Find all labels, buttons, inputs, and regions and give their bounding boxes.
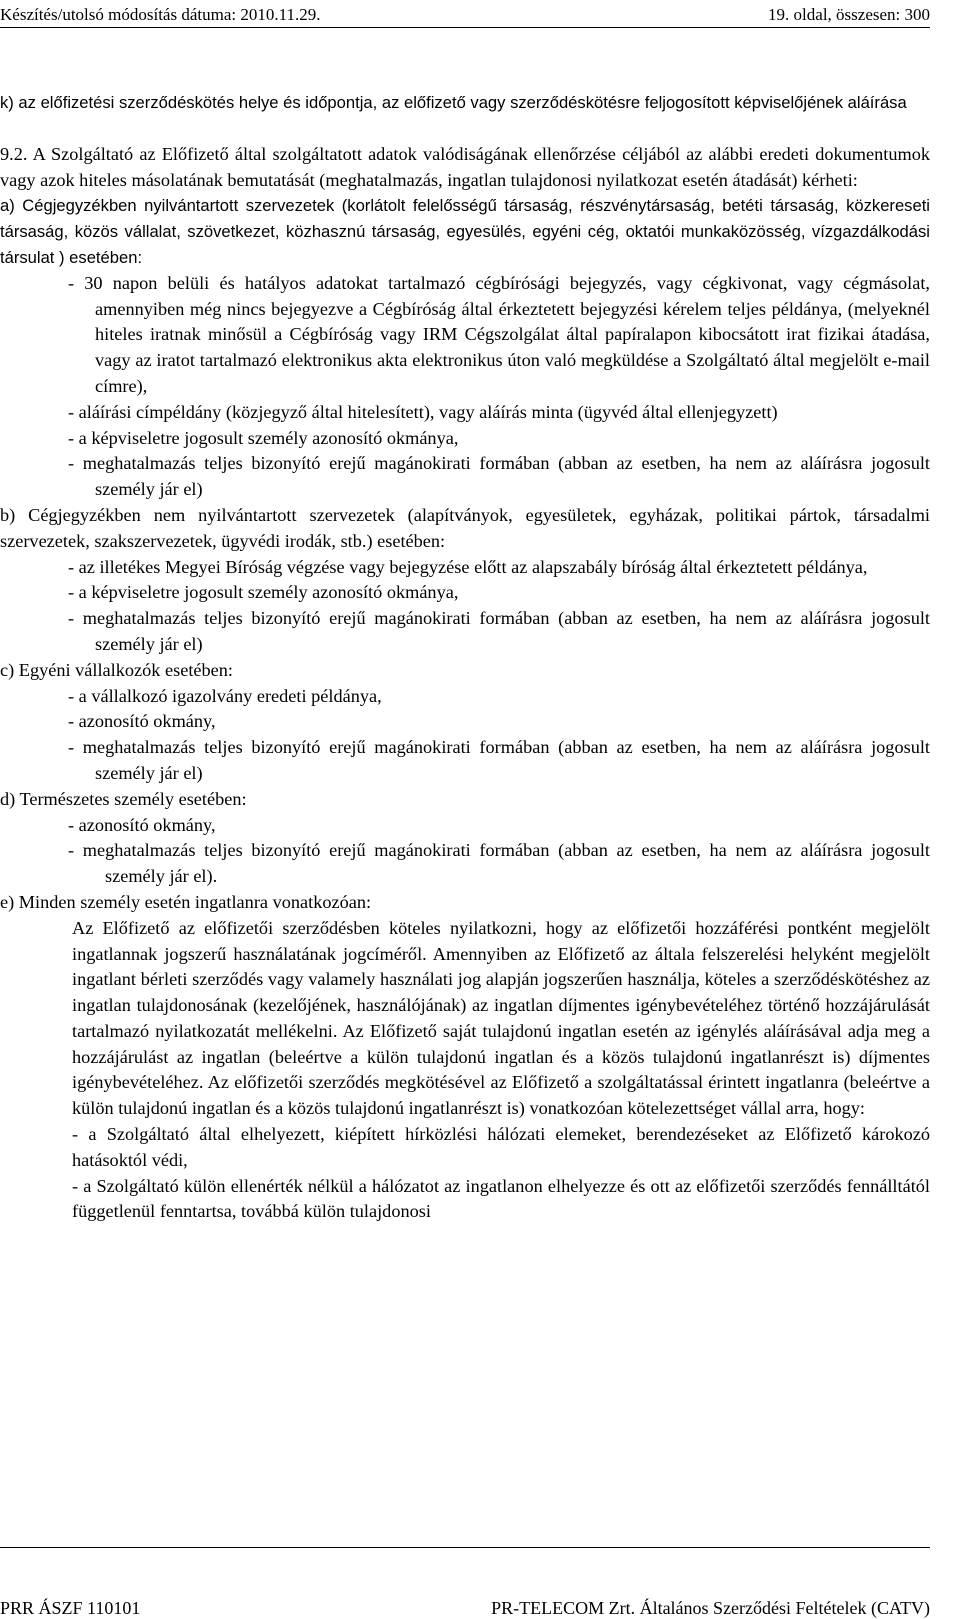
section-a-heading: a) Cégjegyzékben nyilvántartott szervezetek (korlátolt felelősségű társaság, részvénytársaság, betéti társaság, közkereseti társaság, közös vállalat, szövetkezet, közhasznú társaság, egyesülés, egyéni cég, oktatói munkaközösség, vízgazdálkodási társulat ) esetében: bbox=[0, 196, 930, 267]
list-item: - az illetékes Megyei Bíróság végzése vagy bejegyzése előtt az alapszabály bíróság által érkeztetett példánya, bbox=[68, 556, 868, 577]
header-date: Készítés/utolsó módosítás dátuma: 2010.11.29. bbox=[0, 5, 321, 24]
section-e-paragraph: Az Előfizető az előfizetői szerződésben köteles nyilatkozni, hogy az előfizetői hozzáférési pontként megjelölt ingatlannak jogszerű használatának jogcíméről. Amennyiben az Előfizető az általa felszerelési helyként megjelölt ingatlant bérleti szerződés vagy valamely használati jog alapján jogszerűen használja, köteles a szerződéskötéshez az ingatlan tulajdonosának (kezelőjének, használójának) az ingatlan díjmentes igénybevételéhez történő hozzájárulását tartalmazó nyilatkozatát mellékelni. Az Előfizető saját tulajdonú ingatlan esetén az igénylés aláírásával adja meg a hozzájárulást az ingatlan (beleértve a külön tulajdonú ingatlan és a közös tulajdonú ingatlanrészt is) díjmentes igénybevételéhez. Az előfizetői szerződés megkötésével az Előfizető a szolgáltatással érintett ingatlanra (beleértve a külön tulajdonú ingatlan és a közös tulajdonú ingatlanrészt is) vonatkozóan kötelezettséget vállal arra, hogy: bbox=[72, 917, 930, 1119]
list-item: - 30 napon belüli és hatályos adatokat tartalmazó cégbírósági bejegyzés, vagy cégkivonat, vagy cégmásolat, amennyiben még nincs bejegyezve a Cégbíróság által érkeztetett bejegyzési kérelem teljes példánya, (melyeknél hiteles iratnak minősül a Cégbíróság vagy IRM Cégszolgálat által papíralapon kibocsátott irat fizikai átadása, vagy az iratot tartalmazó elektronikus akta elektronikus úton való megküldése a Szolgáltató által megjelölt e-mail címre), bbox=[68, 272, 930, 396]
list-item: - meghatalmazás teljes bizonyító erejű magánokirati formában (abban az esetben, ha nem az aláírásra jogosult személy jár el) bbox=[68, 453, 930, 500]
list-item: - a képviseletre jogosult személy azonosító okmánya, bbox=[68, 582, 459, 603]
list-item: - a vállalkozó igazolvány eredeti példánya, bbox=[68, 685, 382, 706]
list-item: - meghatalmazás teljes bizonyító erejű magánokirati formában (abban az esetben, ha nem az aláírásra jogosult személy jár el). bbox=[68, 840, 930, 887]
footer-divider bbox=[0, 1547, 930, 1548]
document-body bbox=[0, 90, 930, 1225]
header-page-count: 19. oldal, összesen: 300 bbox=[768, 5, 930, 24]
list-item: - a Szolgáltató által elhelyezett, kiépített hírközlési hálózati elemeket, berendezéseket az Előfizető károkozó hatásoktól védi, bbox=[72, 1124, 930, 1170]
list-item: - azonosító okmány, bbox=[68, 711, 216, 732]
list-item: - azonosító okmány, bbox=[68, 814, 216, 835]
section-d-heading: d) Természetes személy esetében: bbox=[0, 788, 247, 809]
section-9-2-intro: 9.2. A Szolgáltató az Előfizető által szolgáltatott adatok valódiságának ellenőrzése céljából az alábbi eredeti dokumentumok vagy azok hiteles másolatának bemutatását (meghatalmazás, ingatlan tulajdonosi nyilatkozat esetén átadását) kérheti: bbox=[0, 143, 930, 190]
list-item: - a Szolgáltató külön ellenérték nélkül a hálózatot az ingatlanon elhelyezze és ott az előfizetői szerződés fennálltától függetlenül fenntartsa, továbbá külön tulajdonosi bbox=[72, 1175, 930, 1222]
header-divider bbox=[0, 27, 930, 28]
list-item: - a képviseletre jogosult személy azonosító okmánya, bbox=[68, 427, 459, 448]
list-item: - meghatalmazás teljes bizonyító erejű magánokirati formában (abban az esetben, ha nem az aláírásra jogosult személy jár el) bbox=[68, 737, 930, 783]
footer-doc-title: PR-TELECOM Zrt. Általános Szerződési Feltételek (CATV) bbox=[491, 1598, 930, 1618]
section-e-heading: e) Minden személy esetén ingatlanra vonatkozóan: bbox=[0, 891, 372, 912]
list-item: - aláírási címpéldány (közjegyző által hitelesített), vagy aláírás minta (ügyvéd által ellenjegyzett) bbox=[68, 401, 778, 422]
section-b-heading: b) Cégjegyzékben nem nyilvántartott szervezetek (alapítványok, egyesületek, egyházak, politikai pártok, társadalmi szervezetek, szakszervezetek, ügyvédi irodák, stb.) esetében: bbox=[0, 504, 930, 551]
footer-doc-id: PRR ÁSZF 110101 bbox=[0, 1598, 141, 1618]
list-item: - meghatalmazás teljes bizonyító erejű magánokirati formában (abban az esetben, ha nem az aláírásra jogosult személy jár el) bbox=[68, 608, 930, 654]
section-c-heading: c) Egyéni vállalkozók esetében: bbox=[0, 659, 233, 680]
item-k: k) az előfizetési szerződéskötés helye és időpontja, az előfizető vagy szerződéskötésre feljogosított képviselőjének aláírása bbox=[0, 93, 907, 112]
page-header bbox=[0, 2, 930, 26]
